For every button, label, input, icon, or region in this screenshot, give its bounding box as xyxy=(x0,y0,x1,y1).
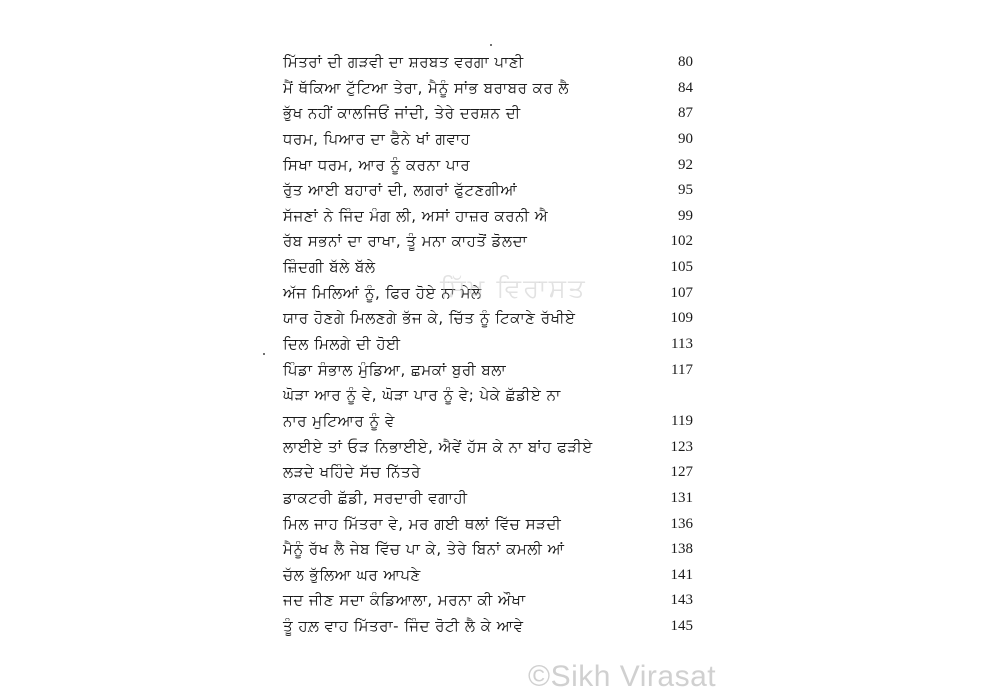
toc-entry xyxy=(283,76,693,102)
toc-entry xyxy=(283,306,693,332)
toc-entry-page-number: 123 xyxy=(670,438,693,455)
toc-entry-title: ਲੜਦੇ ਖਹਿੰਦੇ ਸੱਚ ਨਿੱਤਰੇ xyxy=(283,463,421,482)
toc-entry xyxy=(283,127,693,153)
toc-entry xyxy=(283,153,693,179)
toc-entry xyxy=(283,409,693,435)
toc-entry xyxy=(283,435,693,461)
toc-entry-page-number: 119 xyxy=(671,412,693,429)
toc-entry-title: ਦਿਲ ਮਿਲਗੇ ਦੀ ਹੋਈ xyxy=(283,335,401,354)
toc-entry xyxy=(283,486,693,512)
toc-entry xyxy=(283,50,693,76)
toc-entry-page-number: 95 xyxy=(678,182,693,199)
toc-entry xyxy=(283,512,693,538)
toc-entry-title: ਮੈਨੂੰ ਰੱਖ ਲੈ ਜੇਬ ਵਿੱਚ ਪਾ ਕੇ, ਤੇਰੇ ਬਿਨਾਂ ਕਮਲੀ ਆਂ xyxy=(283,540,565,559)
toc-entry-page-number: 117 xyxy=(671,361,693,378)
toc-entry-page-number: 127 xyxy=(670,464,693,481)
toc-entry-title: ਡਾਕਟਰੀ ਛੱਡੀ, ਸਰਦਾਰੀ ਵਗਾਹੀ xyxy=(283,488,468,507)
toc-entry xyxy=(283,178,693,204)
toc-entry xyxy=(283,101,693,127)
toc-entry xyxy=(283,460,693,486)
toc-entry-title: ਸਿਖਾ ਧਰਮ, ਆਰ ਨੂੰ ਕਰਨਾ ਪਾਰ xyxy=(283,155,471,174)
toc-entry-page-number: 92 xyxy=(678,156,693,173)
toc-entry-title: ਨਾਰ ਮੁਟਿਆਰ ਨੂੰ ਵੇ xyxy=(283,411,395,430)
toc-entry xyxy=(283,358,693,384)
toc-entry-page-number: 99 xyxy=(678,207,693,224)
toc-entry xyxy=(283,332,693,358)
toc-entry-title: ਮਿਲ ਜਾਹ ਮਿੱਤਰਾ ਵੇ, ਮਰ ਗਈ ਥਲਾਂ ਵਿੱਚ ਸੜਦੀ xyxy=(283,514,562,533)
toc-entry-title: ਜ਼ਿੰਦਗੀ ਬੱਲੇ ਬੱਲੇ xyxy=(283,258,376,277)
toc-entry xyxy=(283,383,693,409)
toc-entry-page-number: 138 xyxy=(670,541,693,558)
scan-speck xyxy=(490,44,492,46)
toc-entry-title: ਤੂੰ ਹਲ਼ ਵਾਹ ਮਿੱਤਰਾ- ਜਿੰਦ ਰੋਟੀ ਲੈ ਕੇ ਆਵੇ xyxy=(283,617,524,636)
toc-entry-page-number: 90 xyxy=(678,130,693,147)
toc-entry-title: ਧਰਮ, ਪਿਆਰ ਦਾ ਫੈਨੇ ਖਾਂ ਗਵਾਹ xyxy=(283,129,471,148)
toc-entry-page-number: 113 xyxy=(671,336,693,353)
toc-entry xyxy=(283,588,693,614)
toc-entry-page-number: 136 xyxy=(670,515,693,532)
toc-entry xyxy=(283,614,693,640)
toc-entry-title: ਮੈਂ ਥੱਕਿਆ ਟੁੱਟਿਆ ਤੇਰਾ, ਮੈਨੂੰ ਸਾਂਭ ਬਰਾਬਰ ਕਰ ਲੈ xyxy=(283,78,570,97)
toc-entry-title: ਚੱਲ ਭੁੱਲਿਆ ਘਰ ਆਪਣੇ xyxy=(283,565,421,584)
toc-entry xyxy=(283,229,693,255)
toc-entry-title: ਰੱਬ ਸਭਨਾਂ ਦਾ ਰਾਖਾ, ਤੂੰ ਮਨਾ ਕਾਹਤੋਂ ਡੋਲਦਾ xyxy=(283,232,528,251)
toc-entry-title: ਸੱਜਣਾਂ ਨੇ ਜਿੰਦ ਮੰਗ ਲੀ, ਅਸਾਂ ਹਾਜ਼ਰ ਕਰਨੀ ਐ xyxy=(283,206,549,225)
toc-entry-page-number: 87 xyxy=(678,105,693,122)
toc-entry-page-number: 131 xyxy=(670,489,693,506)
toc-entry-page-number: 107 xyxy=(670,284,693,301)
scan-speck xyxy=(263,353,265,355)
toc-entry-title: ਰੁੱਤ ਆਈ ਬਹਾਰਾਂ ਦੀ, ਲਗਰਾਂ ਫੁੱਟਣਗੀਆਂ xyxy=(283,181,518,200)
toc-entry-page-number: 145 xyxy=(670,618,693,635)
toc-entry-page-number: 141 xyxy=(670,566,693,583)
toc-entry-title: ਪਿੰਡਾ ਸੰਭਾਲ ਮੁੰਡਿਆ, ਛਮਕਾਂ ਬੁਰੀ ਬਲਾ xyxy=(283,360,507,379)
toc-entry-title: ਲਾਈਏ ਤਾਂ ਓੜ ਨਿਭਾਈਏ, ਐਵੇਂ ਹੱਸ ਕੇ ਨਾ ਬਾਂਹ ਫੜੀਏ xyxy=(283,437,593,456)
watermark-center: ਸਿੱਖ ਵਿਰਾਸਤ xyxy=(440,274,587,304)
toc-entry-page-number: 80 xyxy=(678,54,693,70)
toc-entry-title: ਅੱਜ ਮਿਲਿਆਂ ਨੂੰ, ਫਿਰ ਹੋਏ ਨਾ ਮੇਲੇ xyxy=(283,283,482,302)
toc-entry-page-number: 143 xyxy=(670,592,693,609)
toc-entry-page-number: 105 xyxy=(670,259,693,276)
watermark-copyright: ©Sikh Virasat xyxy=(528,660,717,693)
toc-entry-title: ਮਿੱਤਰਾਂ ਦੀ ਗੜਵੀ ਦਾ ਸ਼ਰਬਤ ਵਰਗਾ ਪਾਣੀ xyxy=(283,53,524,71)
toc-entry xyxy=(283,255,693,281)
toc-entry-page-number: 109 xyxy=(670,310,693,327)
toc-entry xyxy=(283,204,693,230)
toc-entry-title: ਭੁੱਖ ਨਹੀਂ ਕਾਲਜਿਓਂ ਜਾਂਦੀ, ਤੇਰੇ ਦਰਸ਼ਨ ਦੀ xyxy=(283,104,521,123)
toc-entry xyxy=(283,563,693,589)
toc-entry-title: ਯਾਰ ਹੋਣਗੇ ਮਿਲਣਗੇ ਭੱਜ ਕੇ, ਚਿੱਤ ਨੂੰ ਟਿਕਾਣੇ ਰੱਖੀਏ xyxy=(283,309,576,328)
toc-entry xyxy=(283,281,693,307)
toc-entry xyxy=(283,537,693,563)
toc-entry-page-number: 84 xyxy=(678,79,693,96)
toc-entry-title: ਜਦ ਜੀਣ ਸਦਾ ਕੰਡਿਆਲਾ, ਮਰਨਾ ਕੀ ਔਖਾ xyxy=(283,591,526,610)
toc-entry-page-number: 102 xyxy=(670,233,693,250)
table-of-contents xyxy=(283,50,693,640)
toc-entry-title: ਘੋੜਾ ਆਰ ਨੂੰ ਵੇ, ਘੋੜਾ ਪਾਰ ਨੂੰ ਵੇ; ਪੇਕੇ ਛੱਡੀਏ ਨਾ xyxy=(283,386,561,405)
